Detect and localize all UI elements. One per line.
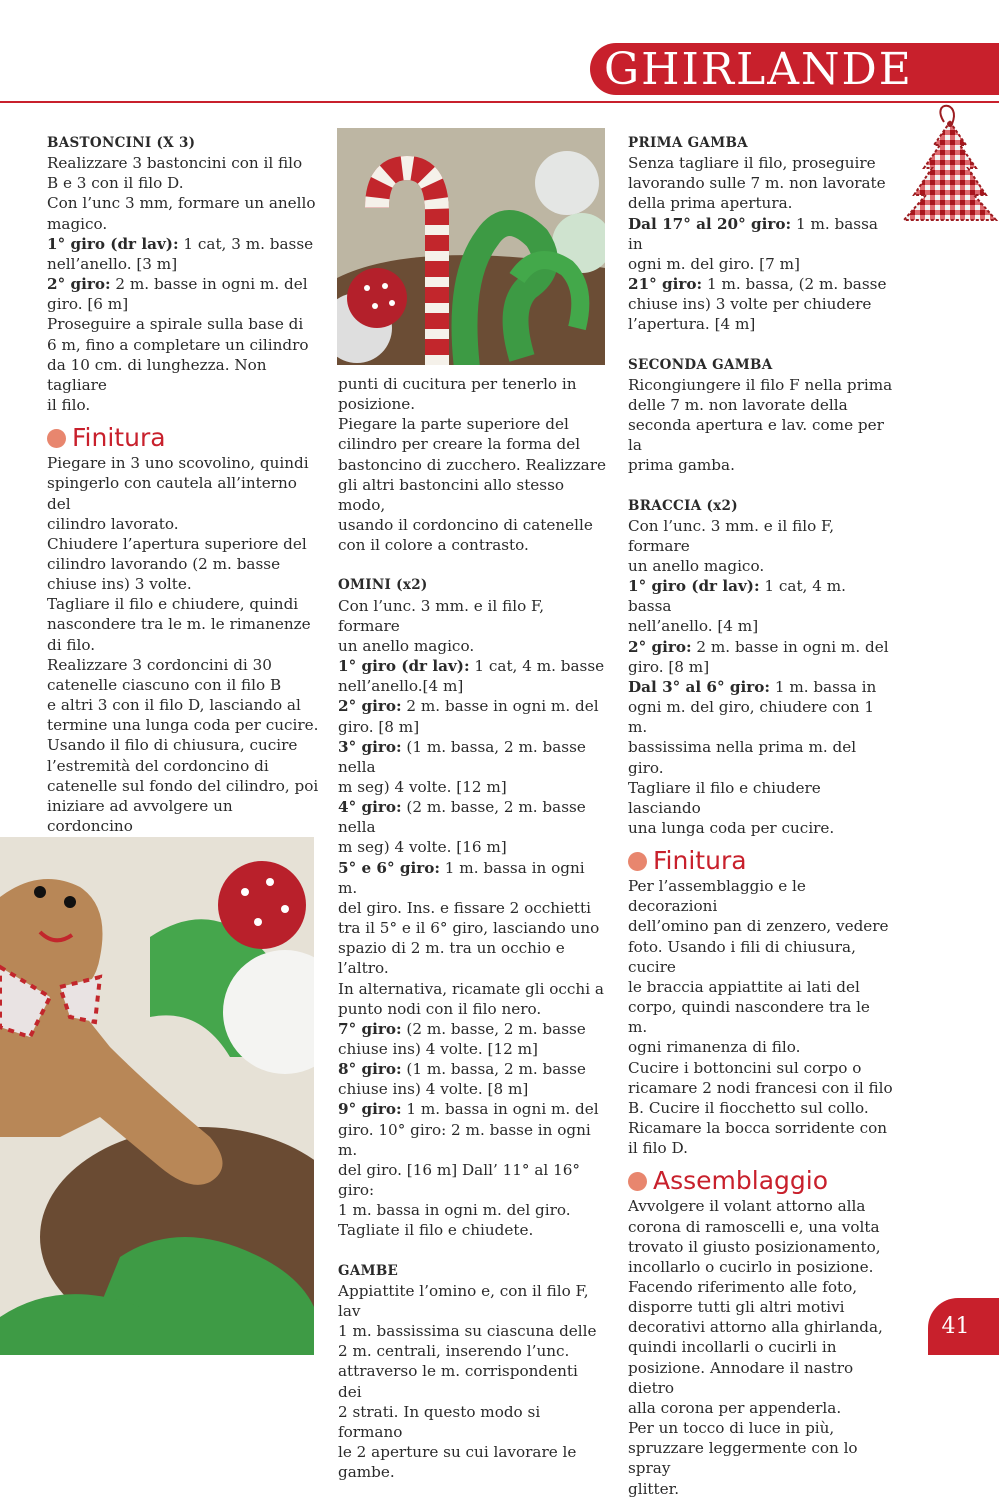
text-line: Facendo riferimento alle foto, xyxy=(628,1277,858,1296)
text-line: giro. [8 m] xyxy=(628,657,710,676)
round-text: 2 m. basse in ogni m. del xyxy=(110,275,308,294)
section-heading-gambe: GAMBE xyxy=(338,1262,399,1279)
text-line: nell’anello.[4 m] xyxy=(338,677,464,696)
text-line: Piegare la parte superiore del xyxy=(338,415,569,434)
round-text: (2 m. basse, 2 m. basse xyxy=(401,1019,586,1038)
round-text: 1 m. bassa in ogni m. del xyxy=(401,1100,599,1119)
round-text: 1 cat, 4 m. basse xyxy=(469,657,605,676)
text-line: Appiattite l’omino e, con il filo F, lav xyxy=(338,1281,589,1320)
round-label: 1° giro (dr lav): xyxy=(47,234,179,253)
round-text: 2 m. basse in ogni m. del xyxy=(691,637,889,656)
text-line: posizione. xyxy=(338,395,416,414)
round-text: 1 m. bassa in xyxy=(770,677,877,696)
section-heading-seconda-gamba: SECONDA GAMBA xyxy=(628,356,773,373)
text-line: 2 m. centrali, inserendo l’unc. xyxy=(338,1342,570,1361)
page-title: GHIRLANDE xyxy=(604,44,913,95)
text-line: magico. xyxy=(47,214,108,233)
round-instruction xyxy=(338,797,606,837)
text-line: In alternativa, ricamate gli occhi a xyxy=(338,979,604,998)
round-instruction xyxy=(628,576,893,616)
section-title-finitura xyxy=(47,423,322,453)
round-instruction xyxy=(338,737,606,777)
text-line: termine una lunga coda per cucire. xyxy=(47,716,319,735)
text-line: iniziare ad avvolgere un cordoncino xyxy=(47,796,233,835)
text-line: alla corona per appenderla. xyxy=(628,1398,842,1417)
text-line: bassissima nella prima m. del giro. xyxy=(628,738,857,777)
text-line: Senza tagliare il filo, proseguire xyxy=(628,154,876,173)
text-line: cilindro lavorando (2 m. basse xyxy=(47,554,281,573)
bullet-dot-icon xyxy=(628,1172,647,1191)
text-line: chiuse ins) 4 volte. [8 m] xyxy=(338,1080,529,1099)
column-2 xyxy=(338,374,606,1482)
round-text: (2 m. basse, 2 m. basse nella xyxy=(338,798,586,837)
page-number: 41 xyxy=(941,1314,970,1339)
text-line: ogni m. del giro. [7 m] xyxy=(628,254,800,273)
text-line: B e 3 con il filo D. xyxy=(47,174,184,193)
column-3 xyxy=(628,133,893,1499)
text-line: seconda apertura e lav. come per la xyxy=(628,416,884,455)
text-line: 1 m. bassa in ogni m. del giro. xyxy=(338,1201,571,1220)
round-text: 1 cat, 3 m. basse xyxy=(178,234,314,253)
candy-cane-photo xyxy=(337,128,605,365)
round-text: 1 m. bassa in ogni m. xyxy=(338,858,585,897)
text-line: Per un tocco di luce in più, xyxy=(628,1419,835,1438)
round-text: (1 m. bassa, 2 m. basse xyxy=(401,1060,586,1079)
text-line: dell’omino pan di zenzero, vedere xyxy=(628,917,889,936)
text-line: spruzzare leggermente con lo spray xyxy=(628,1439,858,1478)
text-line: con il colore a contrasto. xyxy=(338,536,529,555)
section-title-text: Finitura xyxy=(653,846,747,876)
round-label: Dal 17° al 20° giro: xyxy=(628,214,792,233)
text-line: disporre tutti gli altri motivi xyxy=(628,1298,845,1317)
section-heading-prima-gamba: PRIMA GAMBA xyxy=(628,135,748,151)
section-title-assemblaggio xyxy=(628,1166,893,1196)
text-line: chiuse ins) 4 volte. [12 m] xyxy=(338,1040,538,1058)
text-line: ricamare 2 nodi francesi con il filo xyxy=(628,1078,893,1097)
round-instruction xyxy=(338,858,606,898)
round-label: 2° giro: xyxy=(47,275,111,294)
round-instruction xyxy=(628,214,893,254)
text-line: una lunga coda per cucire. xyxy=(628,819,835,837)
text-line: Realizzare 3 cordoncini di 30 xyxy=(47,655,272,674)
text-line: della prima apertura. xyxy=(628,194,793,213)
text-line: del giro. Ins. e fissare 2 occhietti xyxy=(338,898,591,917)
round-label: 1° giro (dr lav): xyxy=(338,657,470,676)
gingerbread-man-photo xyxy=(0,837,314,1355)
text-line: glitter. xyxy=(628,1479,680,1498)
round-instruction xyxy=(338,696,606,716)
section-title-text: Assemblaggio xyxy=(653,1166,828,1196)
round-instruction xyxy=(47,234,322,254)
text-line: un anello magico. xyxy=(628,556,765,575)
text-line: del giro. [16 m] Dall’ 11° al 16° giro: xyxy=(338,1160,581,1200)
round-label: 21° giro: xyxy=(628,275,703,294)
round-instruction xyxy=(628,274,893,294)
round-text: 1 m. bassa, (2 m. basse xyxy=(702,275,887,294)
section-heading-omini: OMINI (x2) xyxy=(338,577,428,594)
text-line: Ricongiungere il filo F nella prima xyxy=(628,375,893,394)
text-line: punti di cucitura per tenerlo in xyxy=(338,375,577,393)
section-heading-bastoncini: BASTONCINI (X 3) xyxy=(47,135,196,151)
text-line: corona di ramoscelli e, una volta xyxy=(628,1217,880,1236)
round-instruction xyxy=(47,274,322,294)
text-line: cilindro per creare la forma del xyxy=(338,435,581,454)
text-line: Piegare in 3 uno scovolino, quindi xyxy=(47,454,309,473)
text-line: Con l’unc 3 mm, formare un anello xyxy=(47,194,316,213)
round-text: 1 m. bassa in xyxy=(628,214,878,253)
text-line: quindi incollarli o cucirli in xyxy=(628,1338,837,1357)
text-line: nell’anello. [3 m] xyxy=(47,254,178,273)
round-instruction xyxy=(338,1019,606,1039)
round-instruction xyxy=(338,656,606,676)
text-line: Con l’unc. 3 mm. e il filo F, formare xyxy=(628,516,835,555)
text-line: Cucire i bottoncini sul corpo o xyxy=(628,1058,862,1077)
bullet-dot-icon xyxy=(47,429,66,448)
text-line: l’apertura. [4 m] xyxy=(628,315,756,334)
round-instruction xyxy=(628,677,893,697)
text-line: chiuse ins) 3 volte per chiudere xyxy=(628,295,872,314)
round-label: 3° giro: xyxy=(338,737,402,756)
text-line: ogni rimanenza di filo. xyxy=(628,1038,801,1057)
text-line: le braccia appiattite ai lati del xyxy=(628,977,860,996)
text-line: cilindro lavorato. xyxy=(47,514,179,533)
text-line: posizione. Annodare il nastro dietro xyxy=(628,1358,854,1397)
header-rule xyxy=(0,101,999,103)
text-line: foto. Usando i fili di chiusura, cucire xyxy=(628,937,856,976)
round-label: 7° giro: xyxy=(338,1019,402,1038)
column-1 xyxy=(47,133,322,897)
round-instruction xyxy=(338,1059,606,1079)
text-line: un anello magico. xyxy=(338,636,475,655)
text-line: Avvolgere il volant attorno alla xyxy=(628,1197,866,1216)
text-line: corpo, quindi nascondere tra le m. xyxy=(628,998,870,1037)
text-line: incollarlo o cucirlo in posizione. xyxy=(628,1257,874,1276)
text-line: 1 m. bassissima su ciascuna delle xyxy=(338,1322,597,1341)
text-line: Ricamare la bocca sorridente con xyxy=(628,1119,888,1138)
text-line: gambe. xyxy=(338,1463,395,1482)
round-label: 9° giro: xyxy=(338,1100,402,1119)
text-line: attraverso le m. corrispondenti dei xyxy=(338,1362,578,1401)
text-line: trovato il giusto posizionamento, xyxy=(628,1237,881,1256)
round-label: 4° giro: xyxy=(338,798,402,817)
text-line: Per l’assemblaggio e le decorazioni xyxy=(628,877,806,916)
text-line: bastoncino di zucchero. Realizzare xyxy=(338,455,606,474)
text-line: il filo. xyxy=(47,396,91,415)
christmas-tree-ornament-icon xyxy=(900,100,999,240)
text-line: nell’anello. [4 m] xyxy=(628,617,759,636)
bullet-dot-icon xyxy=(628,852,647,871)
round-label: 1° giro (dr lav): xyxy=(628,577,760,596)
text-line: Realizzare 3 bastoncini con il filo xyxy=(47,154,303,173)
text-line: tra il 5° e il 6° giro, lasciando uno xyxy=(338,919,600,938)
text-line: usando il cordoncino di catenelle xyxy=(338,516,593,535)
text-line: giro. [8 m] xyxy=(338,717,420,736)
text-line: Tagliare il filo e chiudere, quindi xyxy=(47,595,299,614)
round-text: (1 m. bassa, 2 m. basse nella xyxy=(338,737,586,776)
text-line: catenelle sul fondo del cilindro, poi xyxy=(47,776,319,795)
text-line: ogni m. del giro, chiudere con 1 m. xyxy=(628,698,875,737)
text-line: m seg) 4 volte. [12 m] xyxy=(338,777,507,796)
text-line: Usando il filo di chiusura, cucire xyxy=(47,736,298,755)
text-line: Proseguire a spirale sulla base di xyxy=(47,315,304,334)
round-instruction xyxy=(628,637,893,657)
text-line: l’estremità del cordoncino di xyxy=(47,756,269,775)
text-line: chiuse ins) 3 volte. xyxy=(47,575,192,594)
round-label: 2° giro: xyxy=(338,697,402,716)
text-line: Chiudere l’apertura superiore del xyxy=(47,534,307,553)
text-line: 6 m, fino a completare un cilindro xyxy=(47,335,309,354)
text-line: catenelle ciascuno con il filo B xyxy=(47,675,282,694)
text-line: di filo. xyxy=(47,635,96,654)
text-line: giro. [6 m] xyxy=(47,295,129,314)
text-line: giro. 10° giro: 2 m. basse in ogni m. xyxy=(338,1120,591,1159)
text-line: gli altri bastoncini allo stesso modo, xyxy=(338,475,565,514)
section-title-finitura xyxy=(628,846,893,876)
text-line: il filo D. xyxy=(628,1139,688,1158)
text-line: da 10 cm. di lunghezza. Non tagliare xyxy=(47,355,267,394)
text-line: 2 strati. In questo modo si formano xyxy=(338,1402,541,1441)
page-number-badge xyxy=(928,1298,999,1355)
round-text: 1 cat, 4 m. bassa xyxy=(628,577,846,616)
round-label: Dal 3° al 6° giro: xyxy=(628,677,770,696)
round-label: 2° giro: xyxy=(628,637,692,656)
round-label: 5° e 6° giro: xyxy=(338,858,440,877)
text-line: delle 7 m. non lavorate della xyxy=(628,395,848,414)
text-line: decorativi attorno alla ghirlanda, xyxy=(628,1318,883,1337)
text-line: Con l’unc. 3 mm. e il filo F, formare xyxy=(338,596,545,635)
round-text: 2 m. basse in ogni m. del xyxy=(401,697,599,716)
text-line: Tagliate il filo e chiudete. xyxy=(338,1221,534,1240)
section-title-text: Finitura xyxy=(72,423,166,453)
round-label: 8° giro: xyxy=(338,1060,402,1079)
round-instruction xyxy=(338,1099,606,1119)
text-line: nascondere tra le m. le rimanenze xyxy=(47,615,311,634)
text-line: m seg) 4 volte. [16 m] xyxy=(338,838,507,857)
text-line: e altri 3 con il filo D, lasciando al xyxy=(47,696,301,715)
text-line: le 2 aperture su cui lavorare le xyxy=(338,1442,577,1461)
text-line: Tagliare il filo e chiudere lasciando xyxy=(628,778,821,817)
text-line: B. Cucire il fiocchetto sul collo. xyxy=(628,1098,869,1117)
text-line: punto nodi con il filo nero. xyxy=(338,999,542,1018)
text-line: prima gamba. xyxy=(628,456,735,475)
text-line: lavorando sulle 7 m. non lavorate xyxy=(628,174,886,193)
text-line: spingerlo con cautela all’interno del xyxy=(47,474,297,513)
text-line: spazio di 2 m. tra un occhio e l’altro. xyxy=(338,939,565,978)
section-heading-braccia: BRACCIA (x2) xyxy=(628,497,738,514)
